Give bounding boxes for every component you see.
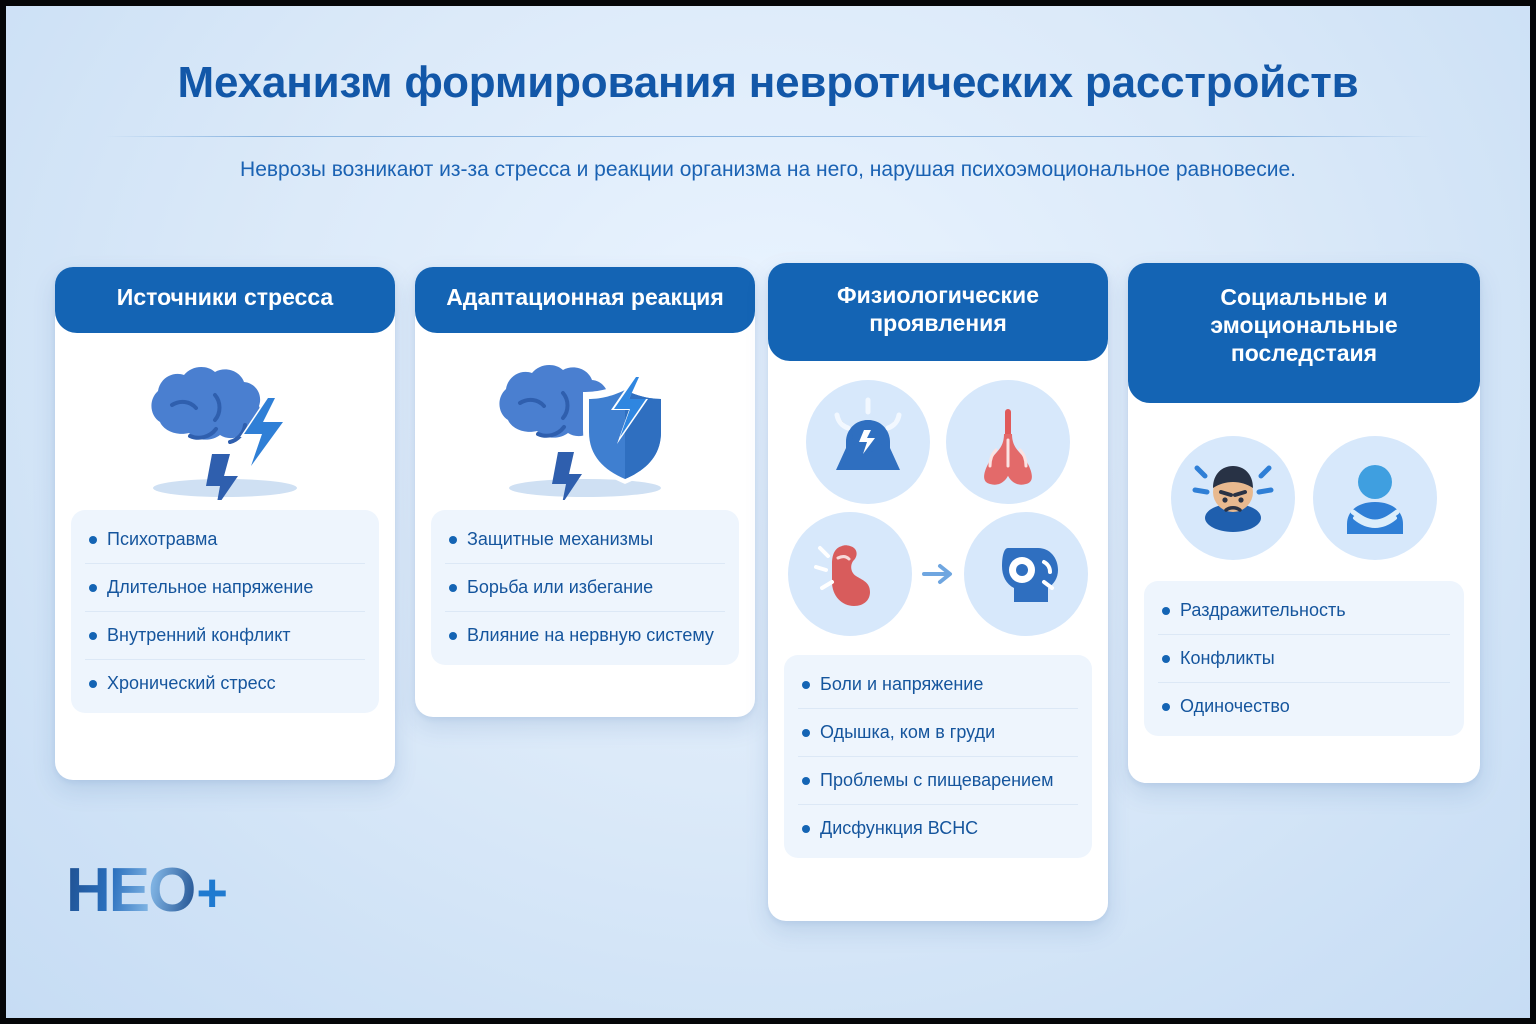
list-item[interactable] bbox=[445, 612, 725, 659]
card-title-adaptive-reaction: Адаптационная реакция bbox=[415, 267, 755, 333]
brain-lightning-icon bbox=[55, 345, 395, 505]
bullet-icon bbox=[89, 680, 97, 688]
list-item-label: Борьба или избегание bbox=[467, 577, 654, 597]
frame-edge-right bbox=[1530, 0, 1536, 1024]
frame-edge-bottom bbox=[0, 1018, 1536, 1024]
list-item[interactable] bbox=[798, 757, 1078, 805]
arrow-right-icon bbox=[918, 554, 958, 594]
page-title: Механизм формирования невротических расстройств bbox=[177, 58, 1359, 107]
list-item-label: Одиночество bbox=[1180, 696, 1290, 716]
lungs-icon bbox=[946, 380, 1070, 504]
list-adaptive-reaction bbox=[431, 510, 739, 665]
card-title-stress-sources: Источники стресса bbox=[55, 267, 395, 333]
bullet-icon bbox=[1162, 703, 1170, 711]
list-item[interactable] bbox=[85, 516, 365, 564]
list-item-label: Длительное напряжение bbox=[107, 577, 314, 597]
list-physiological-manifestations bbox=[784, 655, 1092, 858]
bullet-icon bbox=[89, 536, 97, 544]
list-item[interactable] bbox=[1158, 683, 1450, 730]
list-item[interactable] bbox=[1158, 587, 1450, 635]
frame-edge-left bbox=[0, 0, 6, 1024]
bullet-icon bbox=[802, 681, 810, 689]
list-item[interactable] bbox=[798, 661, 1078, 709]
brain-shield-icon bbox=[415, 345, 755, 505]
card-title-social-emotional-consequences: Социальные и эмоциональные последстаия bbox=[1128, 263, 1480, 403]
body-symptoms-icons bbox=[768, 373, 1108, 643]
bullet-icon bbox=[449, 632, 457, 640]
list-item[interactable] bbox=[85, 612, 365, 660]
people-emotion-icons bbox=[1128, 418, 1480, 578]
list-item-label: Конфликты bbox=[1180, 648, 1275, 668]
card-physiological-manifestations[interactable] bbox=[768, 263, 1108, 921]
card-title-physiological-manifestations: Физиологические проявления bbox=[768, 263, 1108, 361]
title-divider bbox=[105, 136, 1431, 137]
list-item-label: Раздражительность bbox=[1180, 600, 1346, 620]
list-item-label: Внутренний конфликт bbox=[107, 625, 291, 645]
bullet-icon bbox=[89, 632, 97, 640]
page-subtitle: Неврозы возникают из-за стресса и реакции организма на него, нарушая психоэмоциональное равновесие. bbox=[240, 158, 1296, 181]
bullet-icon bbox=[802, 777, 810, 785]
stomach-icon bbox=[788, 512, 912, 636]
list-item[interactable] bbox=[798, 805, 1078, 852]
bullet-icon bbox=[802, 825, 810, 833]
list-item[interactable] bbox=[1158, 635, 1450, 683]
bullet-icon bbox=[1162, 607, 1170, 615]
list-item[interactable] bbox=[85, 660, 365, 707]
list-item-label: Проблемы с пищеварением bbox=[820, 770, 1054, 790]
list-item[interactable] bbox=[445, 564, 725, 612]
list-item[interactable] bbox=[445, 516, 725, 564]
list-item-label: Хронический стресс bbox=[107, 673, 276, 693]
angry-person-icon bbox=[1171, 436, 1295, 560]
card-adaptive-reaction[interactable] bbox=[415, 267, 755, 717]
card-stress-sources[interactable] bbox=[55, 267, 395, 780]
head-nervous-system-icon bbox=[964, 512, 1088, 636]
list-item-label: Боли и напряжение bbox=[820, 674, 984, 694]
bullet-icon bbox=[89, 584, 97, 592]
list-social-emotional-consequences bbox=[1144, 581, 1464, 736]
list-item-label: Влияние на нервную систему bbox=[467, 625, 714, 645]
brand-logo bbox=[66, 855, 326, 925]
lonely-person-icon bbox=[1313, 436, 1437, 560]
card-social-emotional-consequences[interactable] bbox=[1128, 263, 1480, 783]
list-item-label: Психотравма bbox=[107, 529, 218, 549]
brand-logo-text: HEO bbox=[66, 856, 195, 925]
list-item-label: Дисфункция ВСНС bbox=[820, 818, 979, 838]
headache-icon bbox=[806, 380, 930, 504]
list-stress-sources bbox=[71, 510, 379, 713]
list-item[interactable] bbox=[798, 709, 1078, 757]
bullet-icon bbox=[802, 729, 810, 737]
bullet-icon bbox=[449, 584, 457, 592]
frame-edge-top bbox=[0, 0, 1536, 6]
bullet-icon bbox=[1162, 655, 1170, 663]
list-item[interactable] bbox=[85, 564, 365, 612]
bullet-icon bbox=[449, 536, 457, 544]
list-item-label: Защитные механизмы bbox=[467, 529, 654, 549]
brand-logo-plus: + bbox=[196, 863, 228, 923]
list-item-label: Одышка, ком в груди bbox=[820, 722, 996, 742]
